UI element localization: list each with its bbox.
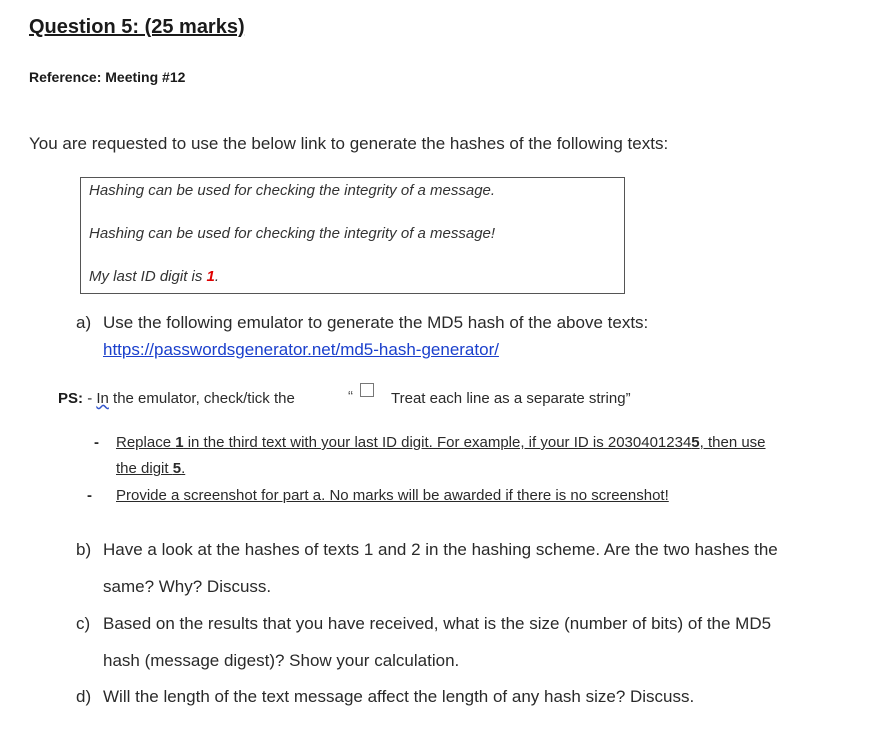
checkbox-icon [360, 383, 374, 397]
reference-line: Reference: Meeting #12 [29, 69, 186, 85]
part-c-line-1: Based on the results that you have received, what is the size (number of bits) of the MD5 [103, 614, 772, 633]
bullet-2-text: Provide a screenshot for part a. No marks will be awarded if there is no screenshot! [116, 487, 669, 504]
bullet-1-dash: - [94, 434, 99, 451]
ps-in: In [96, 390, 109, 407]
part-d-line-1: Will the length of the text message affect the length of any hash size? Discuss. [103, 687, 695, 706]
ps-text: the emulator, check/tick the [108, 390, 295, 407]
texts-box [80, 177, 625, 294]
bullet-1-red-2: 5 [691, 434, 700, 451]
text-1: Hashing can be used for checking the integrity of a message. [89, 182, 496, 199]
bullet-1-line-2-part-2: . [181, 460, 186, 477]
ps-checkbox-text: Treat each line as a separate string” [391, 390, 631, 407]
text-3-suffix: . [214, 268, 220, 285]
question-title: Question 5: (25 marks) [29, 16, 245, 38]
part-a-label: a) [76, 313, 92, 332]
part-c-label: c) [76, 614, 91, 633]
emulator-link[interactable]: https://passwordsgenerator.net/md5-hash-generator/ [103, 340, 499, 359]
bullet-1-part-2: in the third text with your last ID digit. For example, if your ID is 2030401234 [183, 434, 692, 451]
part-b-label: b) [76, 540, 92, 559]
bullet-1-red-1: 1 [175, 434, 184, 451]
ps-dash: - [87, 390, 93, 407]
bullet-1-line-1 [116, 434, 766, 452]
bullet-2 [116, 487, 669, 505]
part-d-label: d) [76, 687, 92, 706]
ps-quote-open: “ [348, 388, 353, 405]
text-3-digit: 1 [206, 268, 215, 285]
text-3-prefix: My last ID digit is [89, 268, 207, 285]
bullet-1-part-1: Replace [116, 434, 176, 451]
ps-line [58, 390, 295, 407]
part-a-text: Use the following emulator to generate the MD5 hash of the above texts: [103, 313, 649, 332]
text-3 [89, 268, 219, 285]
bullet-1-line-2-part-1: the digit [116, 460, 173, 477]
ps-label: PS: [58, 390, 84, 407]
part-b-line-2: same? Why? Discuss. [103, 577, 272, 596]
bullet-1-line-2-red: 5 [172, 460, 182, 477]
part-b-line-1: Have a look at the hashes of texts 1 and 2 in the hashing scheme. Are the two hashes the [103, 540, 778, 559]
bullet-1-part-3: , then use [699, 434, 766, 451]
part-c-line-2: hash (message digest)? Show your calculation. [103, 651, 460, 670]
intro-text: You are requested to use the below link to generate the hashes of the following texts: [29, 134, 669, 153]
text-2: Hashing can be used for checking the integrity of a message! [89, 225, 496, 242]
bullet-1-line-2 [116, 460, 185, 478]
bullet-2-dash: - [87, 487, 92, 504]
